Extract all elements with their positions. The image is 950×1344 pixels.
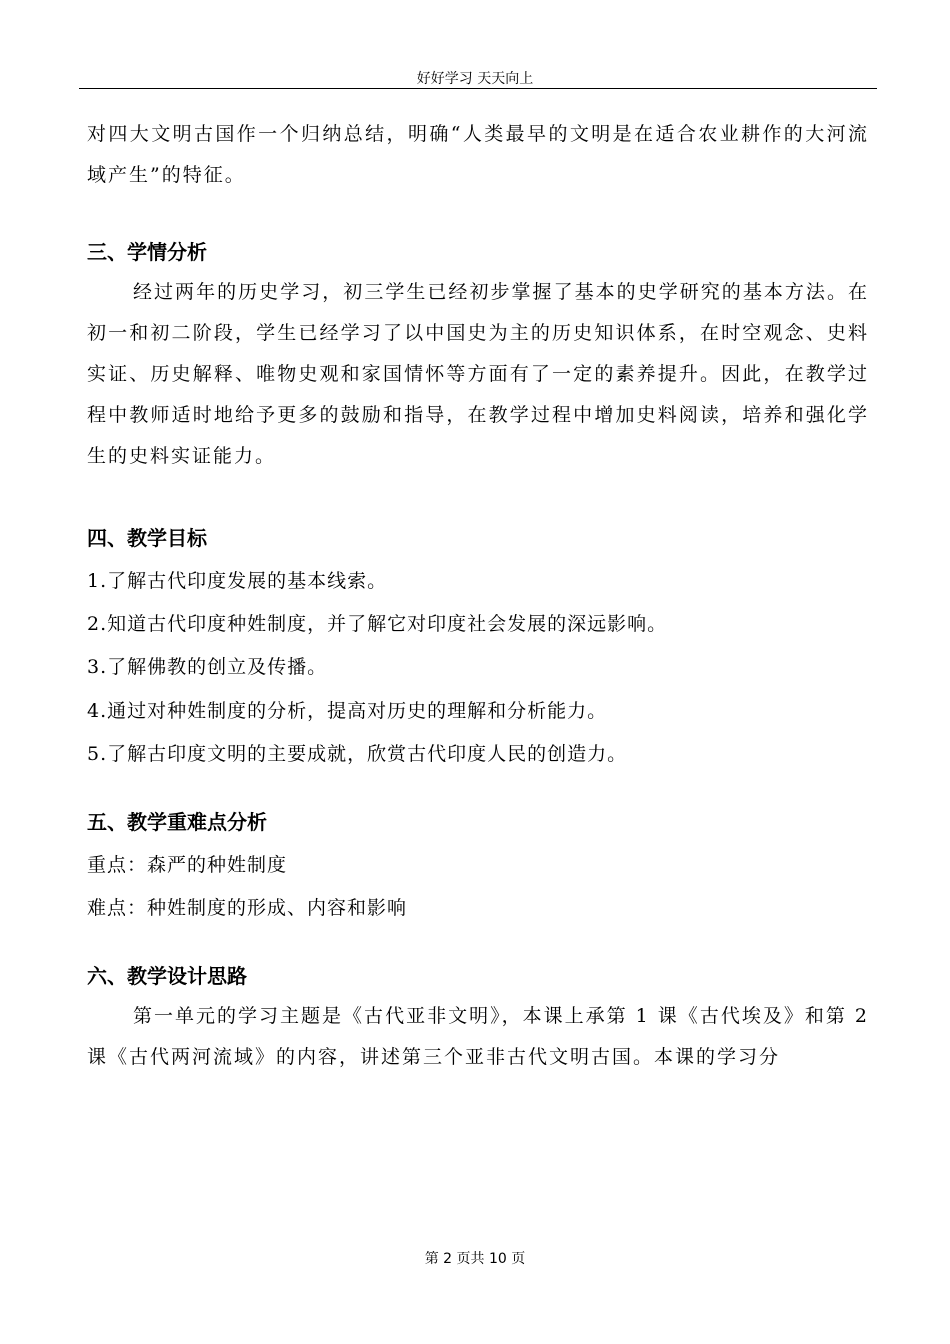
list-item: 3.了解佛教的创立及传播。: [87, 656, 328, 678]
section-heading-teaching-goals: 四、教学目标: [87, 526, 207, 550]
key-point-line: 重点：森严的种姓制度: [87, 854, 288, 876]
design-ideas-paragraph: 第一单元的学习主题是《古代亚非文明》，本课上承第 1 课《古代埃及》和第 2 课《古代两河流域》的内容，讲述第三个亚非古代文明古国。本课的学习分: [87, 1005, 869, 1068]
intro-paragraph: 对四大文明古国作一个归纳总结，明确“人类最早的文明是在适合农业耕作的大河流域产生”的特征。: [87, 123, 869, 186]
page-footer: 第 2 页共 10 页: [424, 1251, 526, 1267]
list-item: 5.了解古印度文明的主要成就，欣赏古代印度人民的创造力。: [87, 743, 628, 765]
section-heading-learning-analysis: 三、学情分析: [87, 240, 207, 264]
list-item: 2.知道古代印度种姓制度，并了解它对印度社会发展的深远影响。: [87, 613, 668, 635]
section-heading-key-difficult-points: 五、教学重难点分析: [87, 810, 267, 834]
section-heading-design-ideas: 六、教学设计思路: [87, 964, 247, 988]
list-item: 1.了解古代印度发展的基本线索。: [87, 570, 388, 592]
learning-analysis-paragraph: 经过两年的历史学习，初三学生已经初步掌握了基本的史学研究的基本方法。在初一和初二阶段，学生已经学习了以中国史为主的历史知识体系，在时空观念、史料实证、历史解释、唯物史观和家国情怀等方面有了一定的素养提升。因此，在教学过程中教师适时地给予更多的鼓励和指导，在教学过程中增加史料阅读，培养和强化学生的史料实证能力。: [87, 281, 869, 467]
header-divider: [79, 88, 877, 89]
page-header: 好好学习 天天向上: [416, 71, 534, 87]
difficult-point-line: 难点：种姓制度的形成、内容和影响: [87, 897, 408, 919]
list-item: 4.通过对种姓制度的分析，提高对历史的理解和分析能力。: [87, 700, 608, 722]
